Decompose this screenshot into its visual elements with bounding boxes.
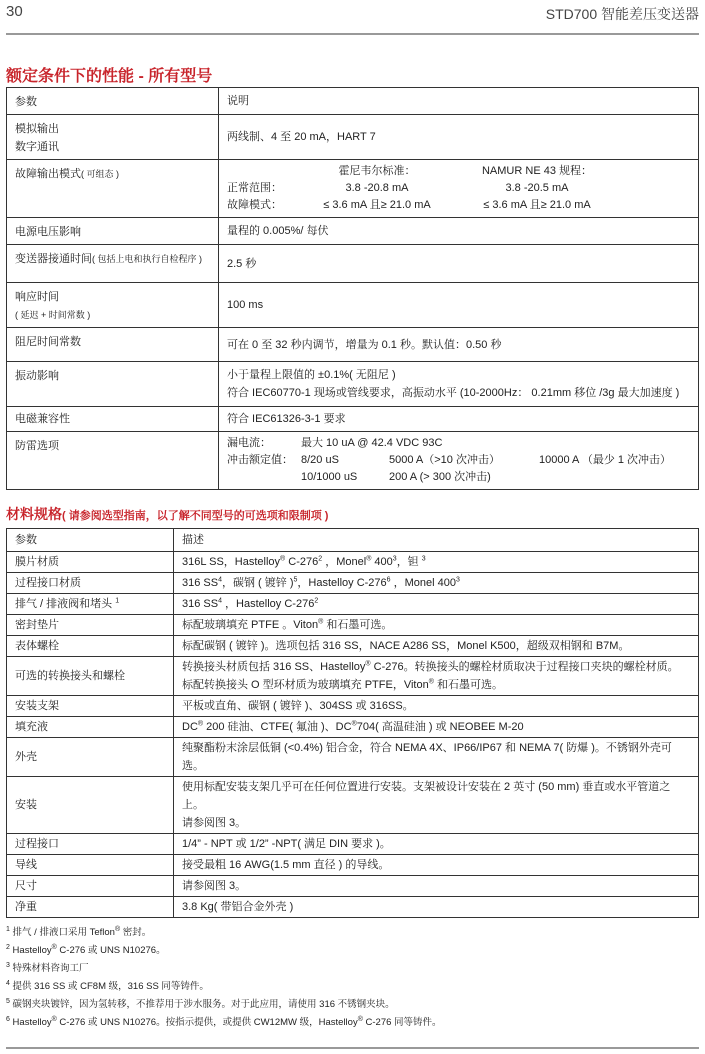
- superscript: ®: [366, 555, 372, 563]
- superscript: 2: [6, 943, 10, 951]
- table-row: [7, 738, 699, 777]
- table-row: [7, 657, 699, 696]
- superscript: 5: [6, 997, 10, 1005]
- table-row: [7, 218, 699, 245]
- value-cell: 可在 0 至 32 秒内调节，增量为 0.1 秒。默认值：0.50 秒: [219, 328, 699, 362]
- param-cell: [7, 657, 174, 696]
- superscript: 2: [314, 597, 319, 605]
- superscript: ®: [51, 943, 57, 951]
- value-cell: 量程的 0.005%/ 每伏: [219, 218, 699, 245]
- param-cell: [7, 834, 174, 855]
- normal-label: 正常范围：: [227, 182, 282, 194]
- text-segment: 净重: [15, 901, 37, 913]
- value-line: [182, 898, 690, 916]
- table-row: [7, 777, 699, 834]
- fail-label: 故障模式：: [227, 199, 282, 211]
- value: ≤ 3.6 mA 且≥ 21.0 mA: [323, 199, 431, 211]
- text-segment: 特殊材料咨询工厂: [9, 963, 89, 974]
- text-segment: 3.8 Kg( 带铝合金外壳 ): [182, 901, 294, 913]
- param-label: 数字通讯: [15, 141, 59, 153]
- param-cell: [7, 738, 174, 777]
- value-cell: 100 ms: [219, 283, 699, 328]
- leak-label: 漏电流：: [227, 437, 271, 449]
- value: ≤ 3.6 mA 且≥ 21.0 mA: [483, 199, 591, 211]
- text-segment: 标配碳钢 ( 镀锌 )。选项包括 316 SS，NACE A286 SS，Monel K500，超级双相钢和 B7M。: [182, 640, 630, 652]
- param-cell: [7, 245, 219, 283]
- text-segment: ，Hastelloy C-276: [222, 598, 315, 610]
- param-cell: [7, 636, 174, 657]
- superscript: ®: [51, 1015, 57, 1023]
- footnote: [6, 996, 395, 1010]
- table-row: [7, 834, 699, 855]
- superscript: ®: [357, 1015, 363, 1023]
- text-segment: 安装支架: [15, 700, 59, 712]
- text-segment: 外壳: [15, 751, 37, 763]
- value-cell: [174, 594, 699, 615]
- text-segment: 尺寸: [15, 880, 37, 892]
- text-segment: 提供 316 SS 或 CF8M 级，316 SS 同等铸件。: [9, 981, 209, 992]
- param-cell: [7, 283, 219, 328]
- text-segment: C-276 同等铸件。: [362, 1017, 442, 1028]
- namur-header: NAMUR NE 43 规程：: [481, 165, 593, 177]
- value-cell: [174, 855, 699, 876]
- text-segment: 密封垫片: [15, 619, 59, 631]
- param-cell: 防雷选项: [7, 432, 219, 490]
- value-cell: 符合 IEC61326-3-1 要求: [219, 407, 699, 432]
- value: 10000 A （最少 1 次冲击）: [539, 454, 672, 466]
- param-cell: [7, 552, 174, 573]
- table-row: [7, 115, 699, 160]
- value-line: [182, 835, 690, 853]
- param-note: ( 延迟 + 时间常数 ): [15, 310, 91, 320]
- value-cell: [174, 615, 699, 636]
- value-line: [182, 877, 690, 895]
- value-cell: [219, 362, 699, 407]
- value-cell: [174, 777, 699, 834]
- param-cell: [7, 855, 174, 876]
- performance-table: [6, 87, 699, 490]
- value-line: 符合 IEC60770-1 现场或管线要求，高振动水平 (10-2000Hz： 0.21mm 移位 /3g 最大加速度 ): [227, 387, 680, 399]
- superscript: 6: [386, 576, 391, 584]
- footnote: [6, 960, 89, 974]
- column-header: 说明: [219, 88, 699, 115]
- param-cell: 电磁兼容性: [7, 407, 219, 432]
- footnote: [6, 1014, 442, 1028]
- value: 200 A (> 300 次冲击): [389, 471, 491, 483]
- value-line: [182, 658, 690, 676]
- value: 10/1000 uS: [301, 471, 358, 483]
- value-cell: [174, 657, 699, 696]
- param-note: ( 包括上电和执行自检程序 ): [92, 254, 202, 264]
- leak-value: 最大 10 uA @ 42.4 VDC 93C: [301, 437, 443, 449]
- table-row: [7, 717, 699, 738]
- param-label: 故障输出模式: [15, 168, 81, 180]
- text-segment: 标配玻璃填充 PTFE 。Viton: [182, 619, 319, 631]
- value-cell: [174, 636, 699, 657]
- param-label: 模拟输出: [15, 123, 59, 135]
- table-header-row: [7, 529, 699, 552]
- text-segment: 平板或直角、碳钢 ( 镀锌 )、304SS 或 316SS。: [182, 700, 414, 712]
- text-segment: Hastelloy: [9, 1017, 52, 1028]
- superscript: 4: [218, 597, 222, 605]
- superscript: ®: [365, 660, 371, 668]
- table-row: [7, 855, 699, 876]
- param-cell: [7, 897, 174, 918]
- superscript: ®: [318, 618, 324, 626]
- materials-table: [6, 528, 699, 918]
- value-cell: 2.5 秒: [219, 245, 699, 283]
- superscript: ®: [428, 678, 434, 686]
- superscript: 1: [6, 925, 10, 933]
- value: 3.8 -20.8 mA: [345, 182, 409, 194]
- text-segment: 排气 / 排液口采用 Teflon: [9, 927, 115, 938]
- text-segment: 704( 高温硅油 ) 或 NEOBEE M-20: [356, 721, 524, 733]
- text-segment: 接受最粗 16 AWG(1.5 mm 直径 ) 的导线。: [182, 859, 390, 871]
- value-line: 小于量程上限值的 ±0.1%( 无阻尼 ): [227, 369, 396, 381]
- param-cell: [7, 777, 174, 834]
- param-cell: [7, 115, 219, 160]
- param-cell: [7, 717, 174, 738]
- text-segment: 膜片材质: [15, 556, 59, 568]
- superscript: ®: [351, 720, 357, 728]
- value-cell: [174, 696, 699, 717]
- table-row: [7, 897, 699, 918]
- value-line: [182, 856, 690, 874]
- text-segment: 316 SS: [182, 577, 219, 589]
- text-segment: C-276 或 UNS N10276。按指示提供，或提供 CW12MW 级，Hastelloy: [56, 1017, 358, 1028]
- param-note: ( 可组态 ): [81, 169, 119, 179]
- table-row: [7, 594, 699, 615]
- text-segment: 316L SS，Hastelloy: [182, 556, 281, 568]
- superscript: ®: [280, 555, 286, 563]
- table-header-row: [7, 88, 699, 115]
- text-segment: 316 SS: [182, 598, 219, 610]
- table-row: [7, 696, 699, 717]
- text-segment: C-276 或 UNS N10276。: [56, 945, 166, 956]
- text-segment: 和石墨可选。: [323, 619, 393, 631]
- materials-heading: [6, 504, 328, 524]
- value-line: [182, 697, 690, 715]
- column-header: 参数: [7, 529, 174, 552]
- param-cell: 电源电压影响: [7, 218, 219, 245]
- value: 8/20 uS: [301, 454, 339, 466]
- text-segment: DC: [182, 721, 198, 733]
- column-header: 参数: [7, 88, 219, 115]
- value-line: [182, 778, 690, 814]
- text-segment: 200 硅油、CTFE( 氟油 )、DC: [203, 721, 352, 733]
- value-cell: [174, 897, 699, 918]
- value-line: [182, 595, 690, 613]
- table-row: [7, 407, 699, 432]
- value-line: [182, 574, 690, 592]
- superscript: ®: [197, 720, 204, 728]
- text-segment: ，钽: [396, 556, 422, 568]
- superscript: 2: [318, 555, 323, 563]
- page-number: 30: [6, 3, 23, 20]
- materials-title: 材料规格: [6, 506, 62, 522]
- superscript: 4: [6, 979, 10, 987]
- value-cell: [219, 160, 699, 218]
- text-segment: 碳钢夹块镀锌，因为氢转移，不推荐用于涉水服务。对于此应用，请使用 316 不锈钢夹块。: [9, 999, 395, 1010]
- table-row: [7, 160, 699, 218]
- surge-label: 冲击额定值：: [227, 454, 293, 466]
- superscript: 3: [456, 576, 460, 584]
- param-label: 响应时间: [15, 291, 59, 303]
- value-cell: [219, 432, 699, 490]
- table-row: [7, 876, 699, 897]
- value-cell: [174, 834, 699, 855]
- table-row: [7, 615, 699, 636]
- param-label: 变送器接通时间: [15, 253, 92, 265]
- param-cell: 振动影响: [7, 362, 219, 407]
- table-row: [7, 636, 699, 657]
- superscript: 6: [6, 1015, 10, 1023]
- superscript: 3: [392, 555, 397, 563]
- text-segment: 排气 / 排液阀和堵头: [15, 598, 116, 610]
- footnote: [6, 942, 166, 956]
- table-row: [7, 328, 699, 362]
- table-row: [7, 283, 699, 328]
- table-row: [7, 245, 699, 283]
- text-segment: C-276: [285, 556, 319, 568]
- text-segment: ，碳钢 ( 镀锌 ): [222, 577, 294, 589]
- text-segment: 表体螺栓: [15, 640, 59, 652]
- text-segment: 请参阅图 3。: [182, 817, 247, 829]
- param-cell: [7, 696, 174, 717]
- value-line: [182, 676, 690, 694]
- text-segment: C-276。转换接头的螺栓材质取决于过程接口夹块的螺栓材质。: [370, 661, 679, 673]
- superscript: 5: [293, 576, 298, 584]
- value-line: [182, 814, 690, 832]
- column-header: 描述: [174, 529, 699, 552]
- text-segment: 请参阅图 3。: [182, 880, 247, 892]
- superscript: ®: [114, 925, 121, 933]
- param-cell: 阻尼时间常数: [7, 328, 219, 362]
- footnote: [6, 978, 209, 992]
- text-segment: 过程接口材质: [15, 577, 81, 589]
- value: 3.8 -20.5 mA: [505, 182, 569, 194]
- value-line: [182, 553, 690, 571]
- text-segment: 过程接口: [15, 838, 59, 850]
- value-line: [182, 718, 690, 736]
- text-segment: 安装: [15, 799, 37, 811]
- text-segment: 填充液: [15, 721, 48, 733]
- table-row: [7, 573, 699, 594]
- honeywell-header: 霍尼韦尔标准：: [338, 165, 416, 177]
- value-cell: [174, 876, 699, 897]
- performance-heading: 额定条件下的性能 - 所有型号: [6, 68, 213, 85]
- value-cell: [174, 573, 699, 594]
- table-row: [7, 552, 699, 573]
- value-line: [182, 616, 690, 634]
- text-segment: 转换接头材质包括 316 SS、Hastelloy: [182, 661, 366, 673]
- param-cell: [7, 876, 174, 897]
- superscript: 1: [115, 597, 120, 605]
- text-segment: Hastelloy: [9, 945, 52, 956]
- text-segment: ，Monel 400: [390, 577, 457, 589]
- header-divider: [6, 33, 699, 35]
- value-line: [182, 739, 690, 775]
- superscript: 3: [421, 555, 426, 563]
- value-cell: [174, 738, 699, 777]
- value-cell: [174, 717, 699, 738]
- table-row: [7, 362, 699, 407]
- superscript: 3: [6, 961, 10, 969]
- text-segment: 标配转换接头 O 型环材质为玻璃填充 PTFE，Viton: [182, 679, 429, 691]
- text-segment: ，Hastelloy C-276: [297, 577, 387, 589]
- text-segment: 纯聚酯粉末涂层低铜 (<0.4%) 铝合金，符合 NEMA 4X、IP66/IP67 和 NEMA 7( 防爆 )。不锈钢外壳可选。: [182, 742, 672, 772]
- footnote: [6, 924, 151, 938]
- text-segment: 1/4” - NPT 或 1/2” -NPT( 满足 DIN 要求 )。: [182, 838, 391, 850]
- materials-note: ( 请参阅选型指南，以了解不同型号的可选项和限制项 ): [62, 510, 329, 522]
- text-segment: 可选的转换接头和螺栓: [15, 670, 125, 682]
- param-cell: [7, 160, 219, 218]
- text-segment: 400: [371, 556, 393, 568]
- value-cell: [174, 552, 699, 573]
- value: 5000 A（>10 次冲击）: [389, 454, 500, 466]
- superscript: 4: [218, 576, 222, 584]
- document-title: STD700 智能差压变送器: [545, 6, 699, 22]
- value-cell: 两线制、4 至 20 mA，HART 7: [219, 115, 699, 160]
- text-segment: ，Monel: [322, 556, 367, 568]
- text-segment: 使用标配安装支架几乎可在任何位置进行安装。支架被设计安装在 2 英寸 (50 mm) 垂直或水平管道之上。: [182, 781, 671, 811]
- value-line: [182, 637, 690, 655]
- table-row: [7, 432, 699, 490]
- param-cell: [7, 615, 174, 636]
- text-segment: 和石墨可选。: [433, 679, 503, 691]
- footer-divider: [6, 1047, 699, 1049]
- param-cell: [7, 573, 174, 594]
- param-cell: [7, 594, 174, 615]
- text-segment: 导线: [15, 859, 37, 871]
- text-segment: 密封。: [120, 927, 152, 938]
